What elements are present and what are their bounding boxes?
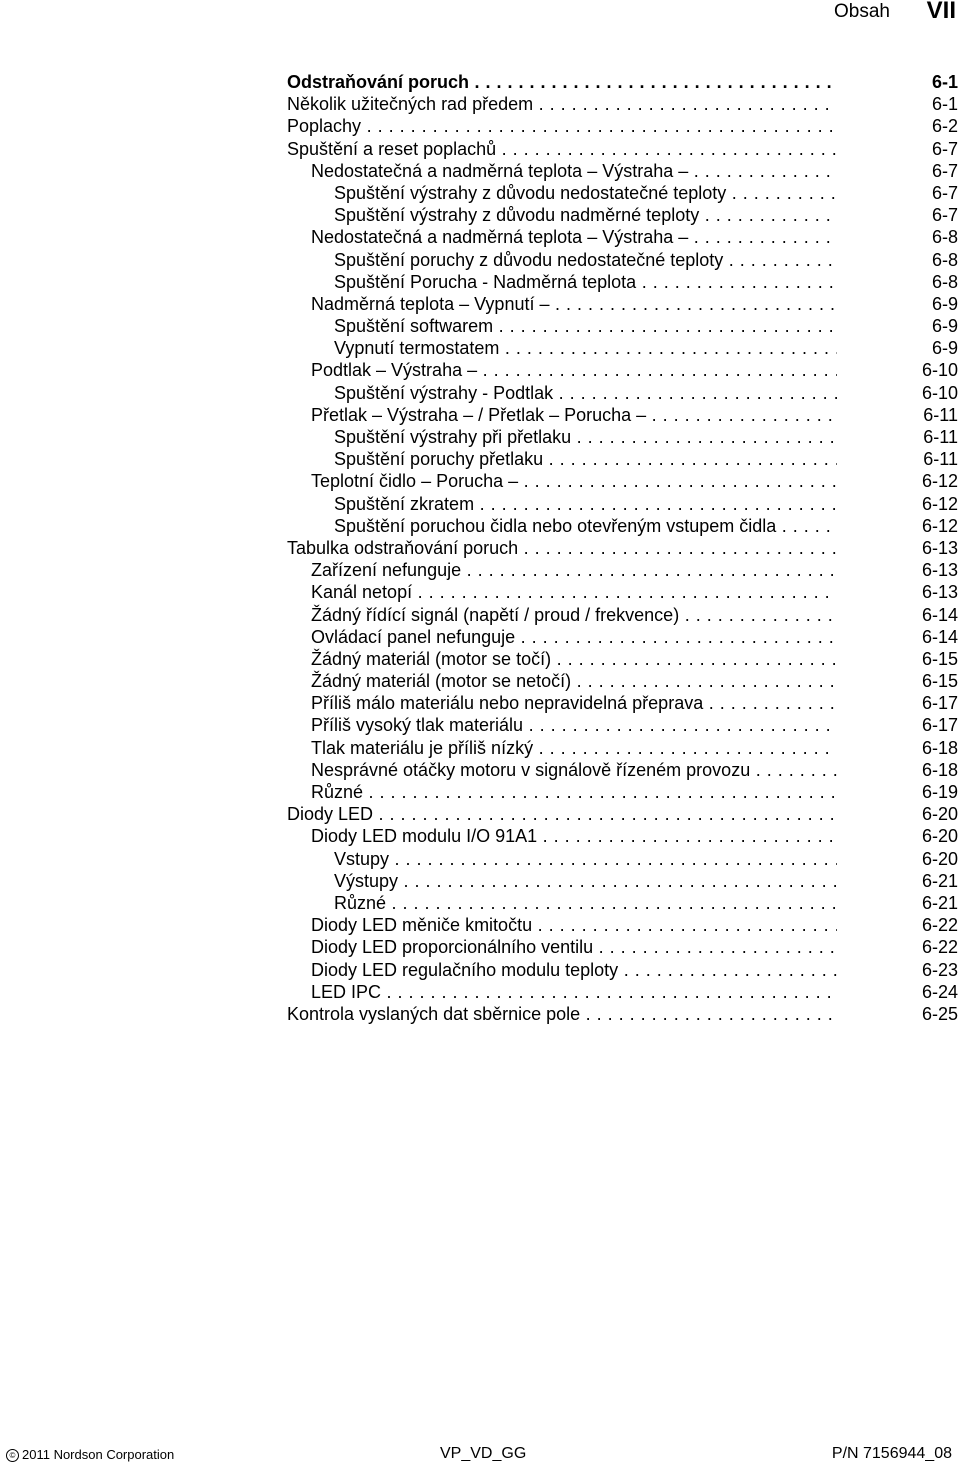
toc-entry-title: Diody LED proporcionálního ventilu . . . <box>311 936 837 958</box>
toc-entry-title: Vstupy . . . <box>334 848 837 870</box>
toc-entry-title: LED IPC . . . <box>311 981 837 1003</box>
copyright-icon: © <box>6 1449 19 1462</box>
toc-entry-page: 6-20 <box>921 826 958 847</box>
toc-entry-title: Několik užitečných rad předem . . . <box>287 93 837 115</box>
toc-entry-page: 6-17 <box>921 715 958 736</box>
toc-entry[interactable] <box>287 115 959 137</box>
toc-entry-page: 6-15 <box>921 648 958 669</box>
toc-entry[interactable] <box>287 648 959 670</box>
toc-entry-title: Různé . . . <box>334 892 837 914</box>
toc-entry[interactable] <box>287 337 959 359</box>
toc-entry-page: 6-7 <box>931 160 958 181</box>
toc-entry-page: 6-22 <box>921 937 958 958</box>
toc-entry-title: Spuštění výstrahy z důvodu nedostatečné teploty . . . <box>334 182 837 204</box>
toc-entry-page: 6-14 <box>921 626 958 647</box>
toc-entry-title: Spuštění zkratem . . . <box>334 493 837 515</box>
toc-entry-page: 6-8 <box>931 227 958 248</box>
toc-entry-title: Tlak materiálu je příliš nízký . . . <box>311 737 837 759</box>
toc-entry[interactable] <box>287 71 959 93</box>
toc-entry-title: Teplotní čidlo – Porucha – . . . <box>311 470 837 492</box>
toc-entry-page: 6-19 <box>921 782 958 802</box>
toc-entry[interactable] <box>287 448 959 470</box>
toc-entry-title: Spuštění poruchy přetlaku . . . <box>334 448 837 470</box>
toc-entry-page: 6-14 <box>921 604 958 625</box>
toc-entry-page: 6-1 <box>931 72 958 92</box>
toc-entry-title: Nesprávné otáčky motoru v signálově řízeném provozu . . . <box>311 759 837 781</box>
toc-entry-page: 6-21 <box>921 892 958 913</box>
toc-entry-title: Příliš vysoký tlak materiálu . . . <box>311 714 837 736</box>
toc-entry-page: 6-9 <box>931 338 958 359</box>
toc-entry-page: 6-17 <box>921 693 958 714</box>
toc-entry-page: 6-8 <box>931 249 958 270</box>
toc-entry-page: 6-11 <box>923 449 958 470</box>
toc-entry-title: Žádný materiál (motor se netočí) . . . <box>311 670 837 692</box>
toc-entry[interactable] <box>287 404 959 426</box>
toc-entry[interactable] <box>287 626 959 648</box>
toc-entry-title: Nadměrná teplota – Vypnutí – . . . <box>311 293 837 315</box>
toc-entry-page: 6-18 <box>921 737 958 758</box>
toc-entry[interactable] <box>287 470 959 492</box>
toc-entry-page: 6-13 <box>921 537 958 558</box>
toc-entry-title: Výstupy . . . <box>334 870 837 892</box>
part-number: P/N 7156944_08 <box>831 1445 952 1462</box>
toc-entry-title: Žádný materiál (motor se točí) . . . <box>311 648 837 670</box>
toc-entry[interactable] <box>287 803 959 825</box>
toc-entry[interactable] <box>287 204 959 226</box>
page-header <box>0 0 960 28</box>
toc-entry-title: Kanál netopí . . . <box>311 581 837 603</box>
header-section-title: Obsah <box>834 1 890 22</box>
toc-entry[interactable] <box>287 914 959 936</box>
toc-entry-page: 6-20 <box>921 848 958 869</box>
toc-entry-title: Poplachy . . . <box>287 115 837 137</box>
table-of-contents <box>287 71 959 1025</box>
toc-entry-title: Diody LED měniče kmitočtu . . . <box>311 914 837 936</box>
toc-entry-title: Přetlak – Výstraha – / Přetlak – Porucha – . . . <box>311 404 837 426</box>
page-footer <box>0 1443 960 1465</box>
toc-entry[interactable] <box>287 848 959 870</box>
toc-entry[interactable] <box>287 692 959 714</box>
toc-entry[interactable] <box>287 604 959 626</box>
copyright-notice <box>6 1447 174 1463</box>
toc-entry[interactable] <box>287 537 959 559</box>
toc-entry-title: Vypnutí termostatem . . . <box>334 337 837 359</box>
toc-entry[interactable] <box>287 249 959 271</box>
toc-entry-page: 6-2 <box>931 116 958 137</box>
toc-entry-title: Tabulka odstraňování poruch . . . <box>287 537 837 559</box>
toc-entry[interactable] <box>287 1003 959 1025</box>
toc-entry[interactable] <box>287 737 959 759</box>
toc-entry[interactable] <box>287 226 959 248</box>
toc-entry-title: Spuštění a reset poplachů . . . <box>287 138 837 160</box>
toc-entry[interactable] <box>287 825 959 847</box>
toc-entry-page: 6-12 <box>921 515 958 536</box>
toc-entry-page: 6-10 <box>921 382 958 403</box>
toc-entry[interactable] <box>287 515 959 537</box>
toc-entry[interactable] <box>287 759 959 781</box>
toc-entry-title: Spuštění výstrahy - Podtlak . . . <box>334 382 837 404</box>
toc-entry-title: Podtlak – Výstraha – . . . <box>311 359 837 381</box>
toc-entry[interactable] <box>287 493 959 515</box>
toc-entry-page: 6-22 <box>921 915 958 936</box>
toc-entry[interactable] <box>287 93 959 115</box>
toc-entry[interactable] <box>287 138 959 160</box>
toc-entry[interactable] <box>287 892 959 914</box>
toc-entry[interactable] <box>287 781 959 803</box>
toc-entry-title: Diody LED regulačního modulu teploty . . . <box>311 959 837 981</box>
toc-entry-page: 6-10 <box>921 360 958 381</box>
toc-entry-page: 6-8 <box>931 271 958 292</box>
toc-entry-title: Spuštění poruchou čidla nebo otevřeným vstupem čidla . . . <box>334 515 837 537</box>
toc-entry-page: 6-21 <box>921 870 958 891</box>
toc-entry-title: Nedostatečná a nadměrná teplota – Výstraha – . . . <box>311 226 837 248</box>
toc-entry-page: 6-12 <box>921 493 958 514</box>
document-code: VP_VD_GG <box>440 1445 527 1462</box>
toc-entry-title: Diody LED modulu I/O 91A1 . . . <box>311 825 837 847</box>
toc-entry-page: 6-23 <box>921 959 958 980</box>
toc-entry-title: Spuštění výstrahy z důvodu nadměrné teploty . . . <box>334 204 837 226</box>
header-page-number: VII <box>926 0 956 24</box>
toc-entry-page: 6-11 <box>923 404 958 425</box>
toc-entry-page: 6-13 <box>921 560 958 581</box>
toc-entry[interactable] <box>287 182 959 204</box>
toc-entry-page: 6-1 <box>931 94 958 115</box>
toc-entry[interactable] <box>287 315 959 337</box>
toc-entry[interactable] <box>287 293 959 315</box>
toc-entry-title: Žádný řídící signál (napětí / proud / frekvence) . . . <box>311 604 837 626</box>
toc-entry[interactable] <box>287 581 959 603</box>
toc-entry[interactable] <box>287 426 959 448</box>
toc-entry-page: 6-7 <box>931 182 958 203</box>
toc-entry-page: 6-24 <box>921 981 958 1002</box>
toc-entry-page: 6-20 <box>921 804 958 825</box>
toc-entry-title: Spuštění Porucha - Nadměrná teplota . . . <box>334 271 837 293</box>
toc-entry-page: 6-7 <box>931 205 958 226</box>
toc-entry-page: 6-18 <box>921 759 958 780</box>
toc-entry[interactable] <box>287 160 959 182</box>
toc-entry[interactable] <box>287 382 959 404</box>
copyright-text: 2011 Nordson Corporation <box>22 1447 175 1462</box>
toc-entry[interactable] <box>287 981 959 1003</box>
toc-entry-title: Kontrola vyslaných dat sběrnice pole . . . <box>287 1003 837 1025</box>
toc-entry[interactable] <box>287 670 959 692</box>
toc-entry-title: Spuštění poruchy z důvodu nedostatečné teploty . . . <box>334 249 837 271</box>
toc-entry-page: 6-13 <box>921 582 958 603</box>
toc-entry[interactable] <box>287 936 959 958</box>
toc-entry-title: Zařízení nefunguje . . . <box>311 559 837 581</box>
toc-entry-page: 6-25 <box>921 1003 958 1024</box>
toc-entry-page: 6-9 <box>931 293 958 314</box>
toc-entry-title: Ovládací panel nefunguje . . . <box>311 626 837 648</box>
toc-entry[interactable] <box>287 559 959 581</box>
toc-entry-page: 6-9 <box>931 316 958 337</box>
toc-entry-title: Diody LED . . . <box>287 803 837 825</box>
toc-entry[interactable] <box>287 359 959 381</box>
toc-entry-page: 6-7 <box>931 138 958 159</box>
toc-entry[interactable] <box>287 870 959 892</box>
toc-entry[interactable] <box>287 959 959 981</box>
toc-entry-title: Spuštění výstrahy při přetlaku . . . <box>334 426 837 448</box>
toc-entry-page: 6-11 <box>923 427 958 447</box>
toc-entry-title: Odstraňování poruch . . . <box>287 71 837 93</box>
toc-entry-title: Nedostatečná a nadměrná teplota – Výstraha – . . . <box>311 160 837 182</box>
toc-entry-title: Příliš málo materiálu nebo nepravidelná přeprava . . . <box>311 692 837 714</box>
toc-entry-title: Různé . . . <box>311 781 837 803</box>
toc-entry-title: Spuštění softwarem . . . <box>334 315 837 337</box>
toc-entry[interactable] <box>287 714 959 736</box>
toc-entry-page: 6-12 <box>921 471 958 492</box>
toc-entry[interactable] <box>287 271 959 293</box>
toc-entry-page: 6-15 <box>921 671 958 692</box>
